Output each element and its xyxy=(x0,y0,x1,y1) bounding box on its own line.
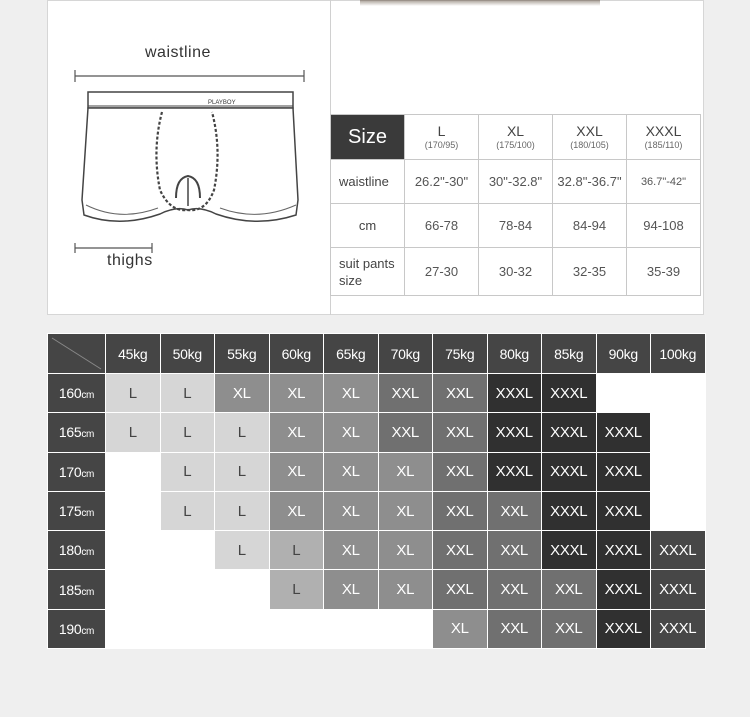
weight-header: 60kg xyxy=(269,334,324,374)
size-cell xyxy=(651,413,706,452)
size-cell xyxy=(651,491,706,530)
size-cell: XXL xyxy=(433,491,488,530)
weight-header: 55kg xyxy=(215,334,270,374)
size-cell xyxy=(215,570,270,609)
height-header: 175cm xyxy=(48,491,106,530)
height-header: 185cm xyxy=(48,570,106,609)
size-cell: XXL xyxy=(378,413,433,452)
size-cell: XXL xyxy=(542,570,597,609)
size-cell: XXL xyxy=(487,531,542,570)
weight-header: 85kg xyxy=(542,334,597,374)
size-cell: XL xyxy=(269,413,324,452)
size-col-xl: XL (175/100) xyxy=(479,115,553,160)
height-header: 180cm xyxy=(48,531,106,570)
size-cell: XXXL xyxy=(596,609,651,648)
size-cell xyxy=(215,609,270,648)
size-cell: XXXL xyxy=(596,570,651,609)
size-cell: XL xyxy=(215,374,270,413)
size-value: 27-30 xyxy=(405,248,479,296)
size-cell: XL xyxy=(269,374,324,413)
size-cell xyxy=(106,609,161,648)
size-cell: XXXL xyxy=(596,413,651,452)
size-cell: XXXL xyxy=(542,374,597,413)
size-cell: XL xyxy=(269,452,324,491)
size-cell: XXXL xyxy=(651,531,706,570)
size-cell xyxy=(324,609,379,648)
size-cell: XL xyxy=(324,413,379,452)
waistline-label: waistline xyxy=(145,44,211,61)
height-header: 170cm xyxy=(48,452,106,491)
size-value: 66-78 xyxy=(405,204,479,248)
size-cell xyxy=(651,452,706,491)
weight-header-row xyxy=(48,334,706,374)
size-cell: XL xyxy=(324,570,379,609)
size-cell: XXL xyxy=(433,570,488,609)
size-cell: XL xyxy=(378,491,433,530)
size-row-waistline xyxy=(331,160,701,204)
size-cell xyxy=(596,374,651,413)
weight-header: 75kg xyxy=(433,334,488,374)
height-header: 165cm xyxy=(48,413,106,452)
size-cell: XXL xyxy=(433,413,488,452)
size-value: 30-32 xyxy=(479,248,553,296)
size-cell: L xyxy=(160,413,215,452)
size-cell xyxy=(106,531,161,570)
size-cell: XXXL xyxy=(651,570,706,609)
size-cell: L xyxy=(269,570,324,609)
size-cell xyxy=(651,374,706,413)
thighs-label: thighs xyxy=(107,252,153,269)
size-cell xyxy=(160,609,215,648)
size-col-l: L (170/95) xyxy=(405,115,479,160)
size-row-cm xyxy=(331,204,701,248)
brand-text: PLAYBOY xyxy=(208,100,236,106)
row-label: cm xyxy=(331,204,405,248)
size-cell: L xyxy=(160,452,215,491)
size-cell: XXXL xyxy=(487,413,542,452)
size-cell: XXXL xyxy=(596,491,651,530)
size-cell: XL xyxy=(324,531,379,570)
size-cell xyxy=(106,570,161,609)
size-value: 94-108 xyxy=(627,204,701,248)
size-cell: XXL xyxy=(487,570,542,609)
size-cell: L xyxy=(215,452,270,491)
size-cell xyxy=(269,609,324,648)
height-row xyxy=(48,570,706,609)
size-cell: XXXL xyxy=(542,531,597,570)
size-cell: XXXL xyxy=(487,374,542,413)
size-cell: XL xyxy=(324,452,379,491)
height-row xyxy=(48,374,706,413)
weight-header: 90kg xyxy=(596,334,651,374)
size-value: 84-94 xyxy=(553,204,627,248)
size-cell: XXXL xyxy=(542,413,597,452)
size-cell: L xyxy=(106,374,161,413)
size-cell: XXXL xyxy=(651,609,706,648)
size-cell: XL xyxy=(324,491,379,530)
weight-header: 80kg xyxy=(487,334,542,374)
size-cell: L xyxy=(269,531,324,570)
size-cell: L xyxy=(215,413,270,452)
size-cell: XXL xyxy=(378,374,433,413)
size-cell xyxy=(106,491,161,530)
size-value: 35-39 xyxy=(627,248,701,296)
size-cell: XL xyxy=(324,374,379,413)
weight-header: 50kg xyxy=(160,334,215,374)
size-value: 26.2"-30" xyxy=(405,160,479,204)
size-cell: XXL xyxy=(433,452,488,491)
size-cell: XXXL xyxy=(542,491,597,530)
size-value: 78-84 xyxy=(479,204,553,248)
row-label: waistline xyxy=(331,160,405,204)
size-cell: XXXL xyxy=(487,452,542,491)
size-corner: Size xyxy=(331,115,405,160)
size-row-suit-pants xyxy=(331,248,701,296)
size-cell: XL xyxy=(378,570,433,609)
size-cell: XXXL xyxy=(596,531,651,570)
size-cell xyxy=(378,609,433,648)
size-value: 32.8"-36.7" xyxy=(553,160,627,204)
size-cell: XXL xyxy=(542,609,597,648)
size-cell: XL xyxy=(269,491,324,530)
size-col-xxxl: XXXL (185/110) xyxy=(627,115,701,160)
size-cell xyxy=(160,570,215,609)
weight-header: 65kg xyxy=(324,334,379,374)
size-cell: XXL xyxy=(433,531,488,570)
size-cell: XXL xyxy=(487,491,542,530)
size-cell: XXL xyxy=(487,609,542,648)
size-cell xyxy=(106,452,161,491)
height-header: 190cm xyxy=(48,609,106,648)
height-row xyxy=(48,531,706,570)
weight-header: 100kg xyxy=(651,334,706,374)
height-row xyxy=(48,452,706,491)
size-value: 32-35 xyxy=(553,248,627,296)
size-value: 36.7"-42" xyxy=(627,160,701,204)
size-cell: XL xyxy=(433,609,488,648)
size-col-xxl: XXL (180/105) xyxy=(553,115,627,160)
size-cell: XL xyxy=(378,452,433,491)
size-cell xyxy=(160,531,215,570)
height-weight-grid xyxy=(47,333,706,649)
size-cell: L xyxy=(160,491,215,530)
weight-header: 45kg xyxy=(106,334,161,374)
size-cell: L xyxy=(160,374,215,413)
size-value: 30"-32.8" xyxy=(479,160,553,204)
size-cell: L xyxy=(215,491,270,530)
size-cell: L xyxy=(106,413,161,452)
size-cell: XL xyxy=(378,531,433,570)
size-cell: XXXL xyxy=(596,452,651,491)
weight-header: 70kg xyxy=(378,334,433,374)
size-cell: XXXL xyxy=(542,452,597,491)
height-row xyxy=(48,491,706,530)
height-header: 160cm xyxy=(48,374,106,413)
height-row xyxy=(48,413,706,452)
height-row xyxy=(48,609,706,648)
grid-corner xyxy=(48,334,106,374)
size-cell: XXL xyxy=(433,374,488,413)
row-label: suit pants size xyxy=(331,248,405,296)
size-cell: L xyxy=(215,531,270,570)
size-table xyxy=(330,114,701,296)
